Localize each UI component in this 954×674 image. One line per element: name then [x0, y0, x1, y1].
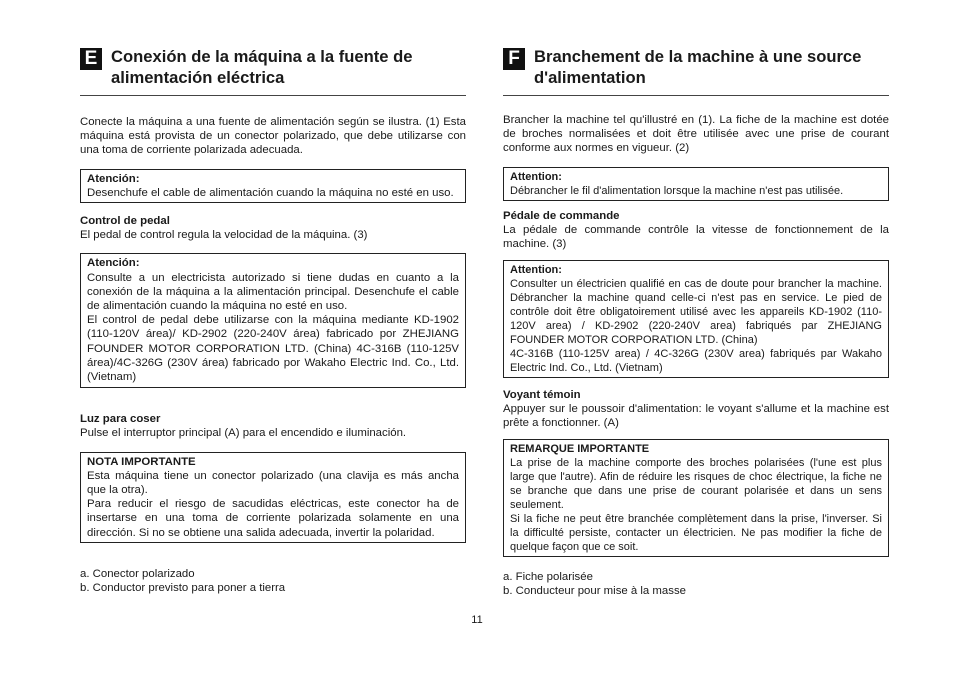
light-text: Pulse el interruptor principal (A) para el encendido e iluminación. [80, 427, 407, 440]
legend-b: b. Conducteur pour mise à la masse [503, 585, 686, 598]
note-text: Si la fiche ne peut être branchée complètement dans la prise, l'inverser. Si la difficulté persiste, contacter un électricien. Ne pas modifier la fiche de quelque façon que ce soit. [510, 513, 882, 554]
caution-title: Atención: [87, 172, 140, 185]
pedal-title: Pédale de commande [503, 210, 620, 223]
caution-title: Attention: [510, 170, 562, 183]
note-text: Para reducir el riesgo de sacudidas eléctricas, este conector ha de insertarse en una toma de corriente polarizada solamente en una dirección. Si no se obtiene una salida adecuada, invertir la polaridad. [87, 498, 459, 539]
caution-text: Desenchufe el cable de alimentación cuando la máquina no esté en uso. [87, 186, 454, 199]
light-title: Voyant témoin [503, 388, 581, 401]
note-text: Esta máquina tiene un conector polarizado (una clavija es más ancha que la otra). [87, 469, 459, 497]
pedal-title: Control de pedal [80, 215, 170, 228]
heading-divider [503, 95, 889, 96]
light-text: Appuyer sur le poussoir d'alimentation: le voyant s'allume et la machine est prête a fonctionner. (A) [503, 402, 889, 430]
spanish-column [80, 46, 466, 595]
page-number: 11 [471, 614, 483, 626]
important-note-box [80, 452, 466, 543]
intro-paragraph: Conecte la máquina a una fuente de alimentación según se ilustra. (1) Esta máquina está provista de un conector polarizado, que debe utilizarse con una toma de corriente polarizada adecuada. [80, 116, 466, 157]
caution-text: Consulter un électricien qualifié en cas de doute pour brancher la machine. Débrancher la machine quand celle-ci n'est pas en service. Le pied de contrôle doit être obligatoirement utilisé avec les appareils KD-1902 (110-120V area) / KD-2902 (220-240V area) fabriqués par ZHEJIANG FOUNDER MOTOR CORPORATION LTD. (China) [510, 277, 882, 346]
note-text: La prise de la machine comporte des broches polarisées (l'une est plus large que l'autre). Afin de réduire les risques de choc électrique, la fiche ne se branche que dans une prise de courant polarisée et dans un sens seulement. [510, 457, 882, 512]
caution-text: El control de pedal debe utilizarse con la máquina mediante KD-1902 (110-120V área)/ KD-2902 (220-240V área) fabricado por ZHEJIANG FOUNDER MOTOR CORPORATION LTD. (China) 4C-316B (110-125V área)/4C-326G (230V área) fabricado por Wakaho Electric Ind. Co., Ltd. (Vietnam) [87, 314, 459, 384]
french-title: Branchement de la machine à une source d'alimentation [534, 47, 862, 87]
note-title: NOTA IMPORTANTE [87, 455, 196, 468]
pedal-text: El pedal de control regula la velocidad de la máquina. (3) [80, 229, 368, 242]
caution-box-1 [503, 167, 889, 201]
legend-b: b. Conductor previsto para poner a tierra [80, 582, 286, 595]
caution-text: Consulte a un electricista autorizado si tiene dudas en cuanto a la conexión de la máquina a la alimentación principal. Desenchufe el cable de alimentación cuando la máquina no esté en uso. [87, 271, 459, 313]
pedal-text: La pédale de commande contrôle la vitesse de fonctionnement de la machine. (3) [503, 224, 889, 251]
light-title: Luz para coser [80, 413, 161, 426]
important-note-box [503, 439, 889, 557]
spanish-title: Conexión de la máquina a la fuente de alimentación eléctrica [111, 47, 413, 87]
spanish-heading [80, 46, 466, 88]
french-heading [503, 46, 889, 88]
note-title: REMARQUE IMPORTANTE [510, 443, 650, 456]
french-column [503, 46, 889, 599]
caution-text: 4C-316B (110-125V area) / 4C-326G (230V area) fabriqués par Wakaho Electric Ind. Co., Ltd. (Vietnam) [510, 347, 882, 374]
intro-paragraph: Brancher la machine tel qu'illustré en (1). La fiche de la machine est dotée de broches normalisées et doit être utilisée avec une prise de courant conforme aux normes en vigueur. (2) [503, 114, 889, 155]
caution-title: Attention: [510, 263, 562, 276]
legend-a: a. Conector polarizado [80, 567, 195, 580]
heading-divider [80, 95, 466, 96]
caution-box-2 [80, 253, 466, 388]
language-badge-f: F [503, 48, 525, 70]
caution-text: Débrancher le fil d'alimentation lorsque la machine n'est pas utilisée. [510, 184, 844, 197]
caution-box-2 [503, 260, 889, 378]
caution-title: Atención: [87, 257, 140, 270]
language-badge-e: E [80, 48, 102, 70]
legend-a: a. Fiche polarisée [503, 571, 593, 584]
caution-box-1 [80, 169, 466, 203]
